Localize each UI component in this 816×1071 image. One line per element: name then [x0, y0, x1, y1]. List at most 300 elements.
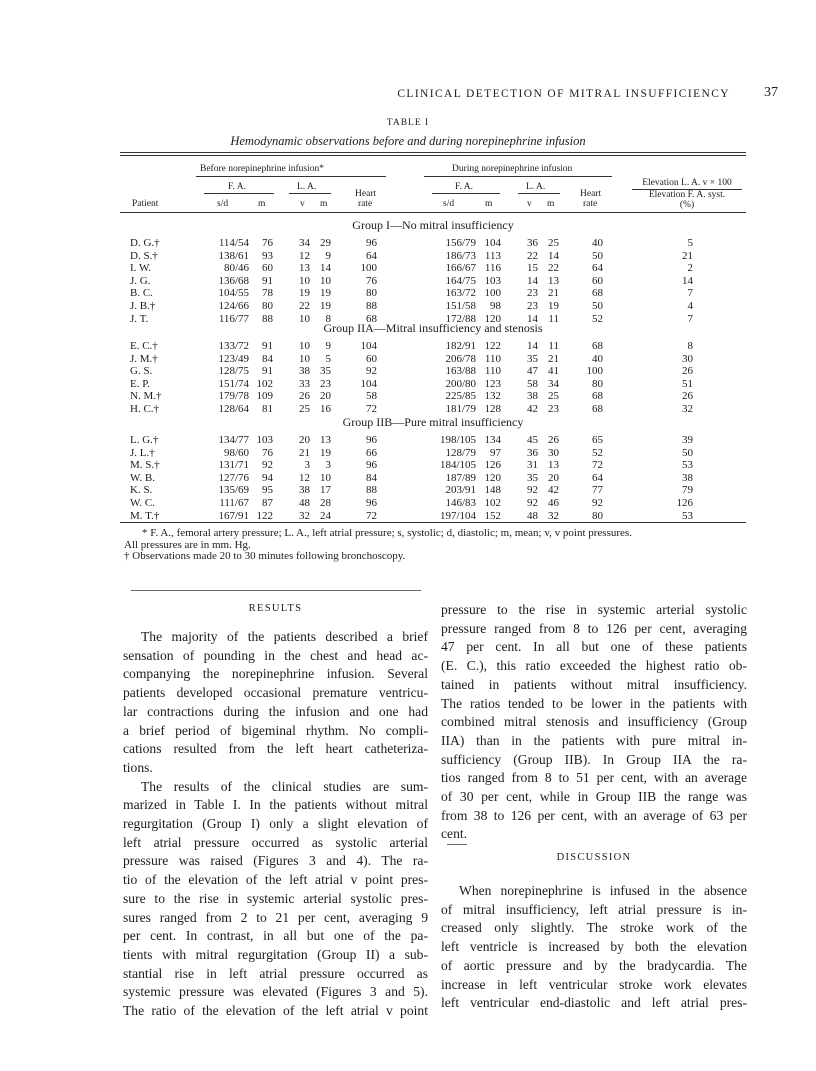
text-line: sures ranged from 2 to 21 per cent, averaging 9 — [123, 909, 428, 925]
text-line: pressure was raised (Figures 3 and 4). The ra- — [123, 853, 428, 869]
cell-fa-sd-during: 186/73 — [445, 249, 476, 262]
cell-la-m-before: 19 — [320, 287, 331, 300]
header-during-rule — [424, 176, 612, 177]
cell-patient: M. T.† — [130, 509, 160, 522]
cell-la-v-during: 35 — [527, 471, 538, 484]
cell-la-m-during: 13 — [548, 459, 559, 472]
cell-heart-rate-before: 100 — [360, 262, 377, 275]
page-number: 37 — [764, 85, 778, 100]
cell-heart-rate-during: 68 — [592, 403, 603, 415]
cell-elevation-ratio: 51 — [682, 377, 693, 390]
header-m-before: m — [258, 199, 266, 209]
cell-fa-sd-during: 163/88 — [445, 365, 476, 378]
cell-heart-rate-before: 88 — [366, 484, 377, 497]
cell-fa-sd-during: 146/83 — [445, 497, 476, 509]
cell-heart-rate-during: 52 — [592, 446, 603, 459]
cell-fa-sd-before: 136/68 — [218, 274, 249, 287]
cell-la-v-before: 26 — [299, 390, 310, 403]
cell-fa-m-during: 126 — [484, 459, 501, 472]
cell-elevation-ratio: 39 — [682, 434, 693, 446]
cell-la-m-during: 32 — [548, 509, 559, 522]
cell-heart-rate-before: 68 — [366, 312, 377, 325]
cell-fa-sd-during: 156/79 — [445, 237, 476, 249]
text-line: 47 per cent. In all but one of these patients — [441, 639, 747, 655]
cell-patient: G. S. — [130, 365, 153, 378]
cell-la-v-before: 12 — [299, 471, 310, 484]
cell-la-m-before: 14 — [320, 262, 331, 275]
header-fa-during: F. A. — [455, 182, 473, 192]
cell-elevation-ratio: 26 — [682, 390, 693, 403]
cell-fa-sd-during: 163/72 — [445, 287, 476, 300]
text-line: tients with mitral regurgitation (Group II) a sub- — [123, 946, 428, 962]
results-column — [123, 628, 428, 1021]
cell-elevation-ratio: 21 — [682, 249, 693, 262]
text-line: left atrial pressure occurred as systolic arterial — [123, 834, 428, 850]
header-v-during: v — [527, 199, 532, 209]
cell-fa-m-during: 102 — [484, 497, 501, 509]
cell-fa-m-before: 122 — [256, 509, 273, 522]
cell-la-m-before: 24 — [320, 509, 331, 522]
cell-heart-rate-during: 64 — [592, 471, 603, 484]
group-title: Group IIB—Pure mitral insufficiency — [342, 415, 524, 429]
header-la-before: L. A. — [297, 182, 317, 192]
cell-fa-m-during: 97 — [490, 446, 501, 459]
text-line: left ventricle is increased by both the elevation — [441, 939, 747, 955]
cell-heart-rate-during: 52 — [592, 312, 603, 325]
cell-fa-m-before: 81 — [262, 403, 273, 415]
cell-fa-sd-during: 164/75 — [445, 274, 476, 287]
text-line: systemic pressure was elevated (Figures 3 and 5). — [123, 984, 428, 1000]
text-line: tained in patients without mitral insufficiency. — [441, 676, 747, 692]
cell-fa-sd-during: 151/58 — [445, 300, 476, 312]
header-during: During norepinephrine infusion — [452, 164, 573, 174]
cell-elevation-ratio: 5 — [687, 237, 693, 249]
cell-heart-rate-during: 40 — [592, 352, 603, 365]
text-line: combined mitral stenosis and insufficiency (Group — [441, 714, 747, 730]
cell-la-m-during: 21 — [548, 287, 559, 300]
cell-fa-sd-before: 135/69 — [218, 484, 249, 497]
running-head: CLINICAL DETECTION OF MITRAL INSUFFICIENCY — [397, 88, 730, 100]
cell-fa-m-during: 98 — [490, 300, 501, 312]
cell-fa-sd-before: 116/77 — [218, 312, 249, 325]
cell-heart-rate-before: 72 — [366, 509, 377, 522]
cell-fa-sd-during: 203/91 — [445, 484, 476, 497]
header-percent: (%) — [679, 200, 695, 210]
header-rate-before: rate — [358, 199, 373, 209]
cell-elevation-ratio: 38 — [682, 471, 693, 484]
group-title: Group I—No mitral insufficiency — [352, 218, 514, 232]
cell-fa-sd-during: 225/85 — [445, 390, 476, 403]
text-line: cations resulted from the left heart catheteriza- — [123, 741, 428, 757]
discussion-column — [441, 882, 747, 1013]
cell-fa-m-during: 103 — [484, 274, 501, 287]
cell-fa-m-before: 93 — [262, 249, 273, 262]
cell-heart-rate-before: 96 — [366, 497, 377, 509]
cell-fa-sd-before: 123/49 — [218, 352, 249, 365]
header-la-during-rule — [518, 193, 560, 194]
cell-la-m-before: 8 — [325, 312, 331, 325]
results-heading: RESULTS — [248, 603, 303, 614]
cell-la-v-during: 22 — [527, 249, 538, 262]
results-top-rule — [131, 590, 421, 591]
cell-heart-rate-before: 64 — [366, 249, 377, 262]
cell-la-m-before: 5 — [325, 352, 331, 365]
cell-heart-rate-before: 80 — [366, 287, 377, 300]
text-line: The ratio of the elevation of the left atrial v point — [123, 1003, 428, 1019]
cell-heart-rate-before: 96 — [366, 434, 377, 446]
cell-la-m-before: 9 — [325, 249, 331, 262]
table-title: Hemodynamic observations before and during norepinephrine infusion — [230, 134, 586, 148]
cell-fa-sd-before: 128/64 — [218, 403, 249, 415]
text-line: marized in Table I. In the patients without mitral — [123, 797, 428, 813]
cell-fa-m-during: 110 — [484, 352, 501, 365]
header-sd-before: s/d — [217, 199, 229, 209]
text-line: The results of the clinical studies are sum- — [141, 778, 428, 794]
cell-fa-m-before: 109 — [256, 390, 273, 403]
cell-la-v-during: 92 — [527, 497, 538, 509]
cell-fa-sd-before: 127/76 — [218, 471, 249, 484]
cell-patient: K. S. — [130, 484, 153, 497]
cell-la-v-before: 22 — [299, 300, 310, 312]
cell-elevation-ratio: 126 — [676, 497, 693, 509]
text-line: The ratios tended to be lower in the patients with — [441, 695, 747, 711]
cell-patient: J. T. — [130, 312, 149, 325]
cell-fa-m-before: 60 — [262, 262, 273, 275]
header-m2-during: m — [547, 199, 555, 209]
table-bottom-rule — [120, 522, 746, 523]
cell-la-v-before: 10 — [299, 274, 310, 287]
cell-la-m-during: 14 — [548, 249, 559, 262]
header-elevation-numerator: Elevation L. A. v × 100 — [642, 178, 732, 188]
right-column-continuation — [441, 601, 747, 844]
cell-heart-rate-during: 65 — [592, 434, 603, 446]
group-title: Group IIA—Mitral insufficiency and stenosis — [323, 321, 543, 335]
header-heart-during: Heart — [580, 189, 602, 199]
cell-patient: B. C. — [130, 287, 153, 300]
cell-fa-sd-before: 124/66 — [218, 300, 249, 312]
cell-la-m-before: 28 — [320, 497, 331, 509]
cell-fa-sd-before: 131/71 — [218, 459, 249, 472]
cell-fa-m-before: 76 — [262, 237, 273, 249]
cell-la-m-before: 23 — [320, 377, 331, 390]
footnote-bronchoscopy: † Observations made 20 to 30 minutes following bronchoscopy. — [124, 550, 406, 562]
cell-la-v-before: 12 — [299, 249, 310, 262]
cell-fa-m-before: 84 — [262, 352, 273, 365]
cell-la-v-during: 48 — [527, 509, 538, 522]
header-la-during: L. A. — [526, 182, 546, 192]
cell-la-v-before: 19 — [299, 287, 310, 300]
cell-fa-m-during: 134 — [484, 434, 501, 446]
cell-fa-m-during: 104 — [484, 237, 501, 249]
cell-la-m-during: 21 — [548, 352, 559, 365]
cell-fa-m-before: 76 — [262, 446, 273, 459]
text-line: creased only slightly. The stroke work of the — [441, 920, 747, 936]
header-patient: Patient — [132, 199, 159, 209]
cell-la-v-before: 25 — [299, 403, 310, 415]
cell-la-m-during: 42 — [548, 484, 559, 497]
cell-fa-m-before: 80 — [262, 300, 273, 312]
cell-patient: W. B. — [130, 471, 155, 484]
cell-la-v-during: 15 — [527, 262, 538, 275]
cell-la-v-during: 23 — [527, 300, 538, 312]
cell-heart-rate-before: 84 — [366, 471, 377, 484]
cell-elevation-ratio: 7 — [687, 287, 693, 300]
cell-heart-rate-during: 40 — [592, 237, 603, 249]
cell-fa-sd-before: 167/91 — [218, 509, 249, 522]
cell-fa-sd-during: 206/78 — [445, 352, 476, 365]
cell-la-m-before: 29 — [320, 237, 331, 249]
cell-fa-sd-before: 98/60 — [223, 446, 249, 459]
cell-heart-rate-during: 64 — [592, 262, 603, 275]
cell-heart-rate-before: 66 — [366, 446, 377, 459]
cell-la-m-during: 23 — [548, 403, 559, 415]
cell-heart-rate-during: 72 — [592, 459, 603, 472]
cell-fa-sd-before: 134/77 — [218, 434, 249, 446]
text-line: When norepinephrine is infused in the absence — [459, 883, 747, 898]
header-fa-during-rule — [432, 193, 500, 194]
cell-heart-rate-before: 92 — [366, 365, 377, 378]
cell-la-v-during: 42 — [527, 403, 538, 415]
cell-fa-m-during: 120 — [484, 312, 501, 325]
cell-heart-rate-during: 50 — [592, 300, 603, 312]
text-line: tions. — [123, 759, 153, 775]
cell-la-v-during: 14 — [527, 312, 538, 325]
cell-fa-m-during: 116 — [484, 262, 501, 275]
cell-la-v-before: 38 — [299, 484, 310, 497]
cell-fa-m-during: 100 — [484, 287, 501, 300]
cell-la-v-before: 10 — [299, 312, 310, 325]
text-line: companying the norepinephrine infusion. Several — [123, 666, 428, 682]
cell-la-m-during: 20 — [548, 471, 559, 484]
cell-heart-rate-before: 58 — [366, 390, 377, 403]
cell-fa-sd-before: 104/55 — [218, 287, 249, 300]
cell-la-v-during: 36 — [527, 237, 538, 249]
cell-fa-m-before: 102 — [256, 377, 273, 390]
cell-la-v-during: 14 — [527, 340, 538, 352]
cell-fa-sd-during: 184/105 — [439, 459, 476, 472]
cell-heart-rate-during: 68 — [592, 287, 603, 300]
text-line: of mitral insufficiency, left atrial pressure is in- — [441, 901, 747, 917]
cell-la-v-during: 92 — [527, 484, 538, 497]
cell-fa-m-during: 152 — [484, 509, 501, 522]
header-heart-before: Heart — [355, 189, 377, 199]
cell-heart-rate-before: 88 — [366, 300, 377, 312]
header-m2-before: m — [320, 199, 328, 209]
text-line: pressure to the rise in systemic arterial systolic — [441, 602, 747, 617]
cell-la-m-during: 41 — [548, 365, 559, 378]
cell-la-v-before: 34 — [299, 237, 310, 249]
cell-fa-sd-before: 179/78 — [218, 390, 249, 403]
text-line: pressure ranged from 8 to 126 per cent, averaging — [441, 620, 747, 636]
header-fa-before: F. A. — [228, 182, 246, 192]
text-line: The majority of the patients described a brief — [141, 629, 428, 644]
cell-fa-sd-before: 128/75 — [218, 365, 249, 378]
cell-la-m-during: 11 — [548, 340, 559, 352]
discussion-heading: DISCUSSION — [556, 852, 632, 863]
cell-la-v-before: 10 — [299, 340, 310, 352]
text-line: (E. C.), this ratio exceeded the highest ratio ob- — [441, 658, 747, 674]
cell-la-v-during: 36 — [527, 446, 538, 459]
cell-elevation-ratio: 14 — [682, 274, 693, 287]
cell-la-m-before: 10 — [320, 471, 331, 484]
text-line: sensation of pounding in the chest and head ac- — [123, 647, 428, 663]
cell-patient: L. G.† — [130, 434, 159, 446]
cell-patient: J. B.† — [130, 300, 156, 312]
cell-la-m-before: 19 — [320, 446, 331, 459]
cell-fa-m-before: 91 — [262, 274, 273, 287]
text-line: increase in left ventricular stroke work elevates — [441, 976, 747, 992]
cell-la-v-before: 3 — [304, 459, 310, 472]
cell-la-m-before: 10 — [320, 274, 331, 287]
cell-elevation-ratio: 32 — [682, 403, 693, 415]
cell-heart-rate-during: 50 — [592, 249, 603, 262]
cell-la-m-before: 13 — [320, 434, 331, 446]
footnote-abbreviations: * F. A., femoral artery pressure; L. A., left atrial pressure; s, systolic; d, diastolic; m, mean; v, v point pressures. — [142, 527, 632, 539]
cell-la-m-during: 26 — [548, 434, 559, 446]
cell-elevation-ratio: 4 — [687, 300, 693, 312]
cell-fa-sd-before: 80/46 — [223, 262, 249, 275]
table-top-rule — [120, 152, 746, 153]
cell-elevation-ratio: 53 — [682, 509, 693, 522]
cell-fa-m-during: 123 — [484, 377, 501, 390]
cell-la-m-before: 9 — [325, 340, 331, 352]
cell-fa-sd-before: 133/72 — [218, 340, 249, 352]
cell-fa-m-during: 110 — [484, 365, 501, 378]
text-line: a brief period of bigeminal rhythm. No compli- — [123, 722, 428, 738]
cell-la-m-during: 11 — [548, 312, 559, 325]
cell-la-v-during: 47 — [527, 365, 538, 378]
cell-la-m-during: 25 — [548, 237, 559, 249]
cell-la-m-before: 17 — [320, 484, 331, 497]
cell-heart-rate-before: 72 — [366, 403, 377, 415]
cell-la-v-before: 13 — [299, 262, 310, 275]
cell-patient: N. M.† — [130, 390, 162, 403]
cell-la-m-before: 20 — [320, 390, 331, 403]
cell-fa-m-before: 103 — [256, 434, 273, 446]
text-line: tio of the elevation of the left atrial v point pres- — [123, 872, 428, 888]
cell-fa-sd-during: 198/105 — [439, 434, 476, 446]
cell-patient: M. S.† — [130, 459, 160, 472]
cell-la-m-before: 35 — [320, 365, 331, 378]
text-line: lar contractions during the infusion and one had — [123, 703, 428, 719]
header-sd-during: s/d — [443, 199, 455, 209]
cell-heart-rate-before: 104 — [360, 340, 377, 352]
header-before-rule — [196, 176, 386, 177]
cell-heart-rate-before: 96 — [366, 237, 377, 249]
cell-la-m-during: 25 — [548, 390, 559, 403]
results-paragraph — [123, 628, 428, 778]
cell-la-v-before: 21 — [299, 446, 310, 459]
cell-heart-rate-during: 92 — [592, 497, 603, 509]
cell-fa-m-before: 88 — [262, 312, 273, 325]
text-line: sure to the rise in systemic arterial systolic pres- — [123, 890, 428, 906]
cell-fa-sd-during: 166/67 — [445, 262, 476, 275]
cell-patient: J. L.† — [130, 446, 155, 459]
cell-fa-m-before: 92 — [262, 459, 273, 472]
text-line: left ventricular end-diastolic and left atrial pres- — [441, 995, 747, 1011]
cell-la-v-during: 35 — [527, 352, 538, 365]
cell-fa-m-before: 91 — [262, 340, 273, 352]
section-separator — [447, 844, 467, 845]
cell-la-v-before: 48 — [299, 497, 310, 509]
cell-fa-sd-during: 197/104 — [439, 509, 476, 522]
header-m-during: m — [485, 199, 493, 209]
cell-la-v-before: 20 — [299, 434, 310, 446]
cell-la-v-before: 10 — [299, 352, 310, 365]
cell-heart-rate-during: 68 — [592, 340, 603, 352]
cell-fa-m-during: 120 — [484, 471, 501, 484]
cell-fa-m-during: 113 — [484, 249, 501, 262]
cell-patient: J. G. — [130, 274, 151, 287]
text-line: per cent. In contrast, in all but one of the pa- — [123, 928, 428, 944]
cell-fa-sd-before: 114/54 — [218, 237, 249, 249]
text-line: from 38 to 126 per cent, with an average of 63 per — [441, 807, 747, 823]
text-line: stantial rise in left atrial pressure occurred as — [123, 965, 428, 981]
text-line: of 30 per cent, while in Group IIB the range was — [441, 789, 747, 805]
cell-fa-sd-during: 187/89 — [445, 471, 476, 484]
cell-fa-m-during: 122 — [484, 340, 501, 352]
cell-heart-rate-during: 80 — [592, 509, 603, 522]
table-top-rule-double — [120, 155, 746, 156]
header-elevation-denominator: Elevation F. A. syst. — [648, 190, 726, 200]
header-rate-during: rate — [583, 199, 598, 209]
cell-fa-sd-during: 128/79 — [445, 446, 476, 459]
text-line: sufficiency (Group IIB). In Group IIA the ra- — [441, 751, 747, 767]
cell-la-m-before: 3 — [325, 459, 331, 472]
results-paragraph — [123, 778, 428, 1021]
text-line: cent. — [441, 826, 468, 842]
text-line: regurgitation (Group I) only a slight elevation of — [123, 816, 428, 832]
cell-la-v-before: 38 — [299, 365, 310, 378]
cell-la-m-during: 46 — [548, 497, 559, 509]
cell-elevation-ratio: 79 — [682, 484, 693, 497]
cell-elevation-ratio: 53 — [682, 459, 693, 472]
cell-la-m-during: 30 — [548, 446, 559, 459]
cell-fa-sd-during: 182/91 — [445, 340, 476, 352]
cell-elevation-ratio: 30 — [682, 352, 693, 365]
table-number: TABLE I — [386, 118, 430, 128]
cell-patient: W. C. — [130, 497, 155, 509]
cell-patient: D. G.† — [130, 237, 160, 249]
cell-fa-m-before: 87 — [262, 497, 273, 509]
cell-heart-rate-before: 76 — [366, 274, 377, 287]
cell-fa-sd-during: 200/80 — [445, 377, 476, 390]
cell-heart-rate-during: 60 — [592, 274, 603, 287]
cell-fa-sd-during: 181/79 — [445, 403, 476, 415]
cell-la-v-during: 31 — [527, 459, 538, 472]
cell-fa-sd-before: 111/67 — [219, 497, 249, 509]
cell-fa-m-before: 94 — [262, 471, 273, 484]
cell-patient: E. P. — [130, 377, 150, 390]
header-la-before-rule — [289, 193, 331, 194]
text-line: patients developed occasional premature ventricu- — [123, 685, 428, 701]
cell-patient: D. S.† — [130, 249, 158, 262]
cell-fa-m-during: 148 — [484, 484, 501, 497]
cell-la-m-before: 19 — [320, 300, 331, 312]
cell-fa-sd-before: 151/74 — [218, 377, 249, 390]
cell-patient: J. M.† — [130, 352, 158, 365]
cell-fa-sd-during: 172/88 — [445, 312, 476, 325]
cell-heart-rate-before: 104 — [360, 377, 377, 390]
cell-fa-m-before: 95 — [262, 484, 273, 497]
cell-elevation-ratio: 50 — [682, 446, 693, 459]
cell-fa-m-during: 128 — [484, 403, 501, 415]
cell-elevation-ratio: 8 — [687, 340, 693, 352]
cell-heart-rate-before: 96 — [366, 459, 377, 472]
cell-heart-rate-during: 80 — [592, 377, 603, 390]
cell-la-m-during: 22 — [548, 262, 559, 275]
cell-heart-rate-before: 60 — [366, 352, 377, 365]
